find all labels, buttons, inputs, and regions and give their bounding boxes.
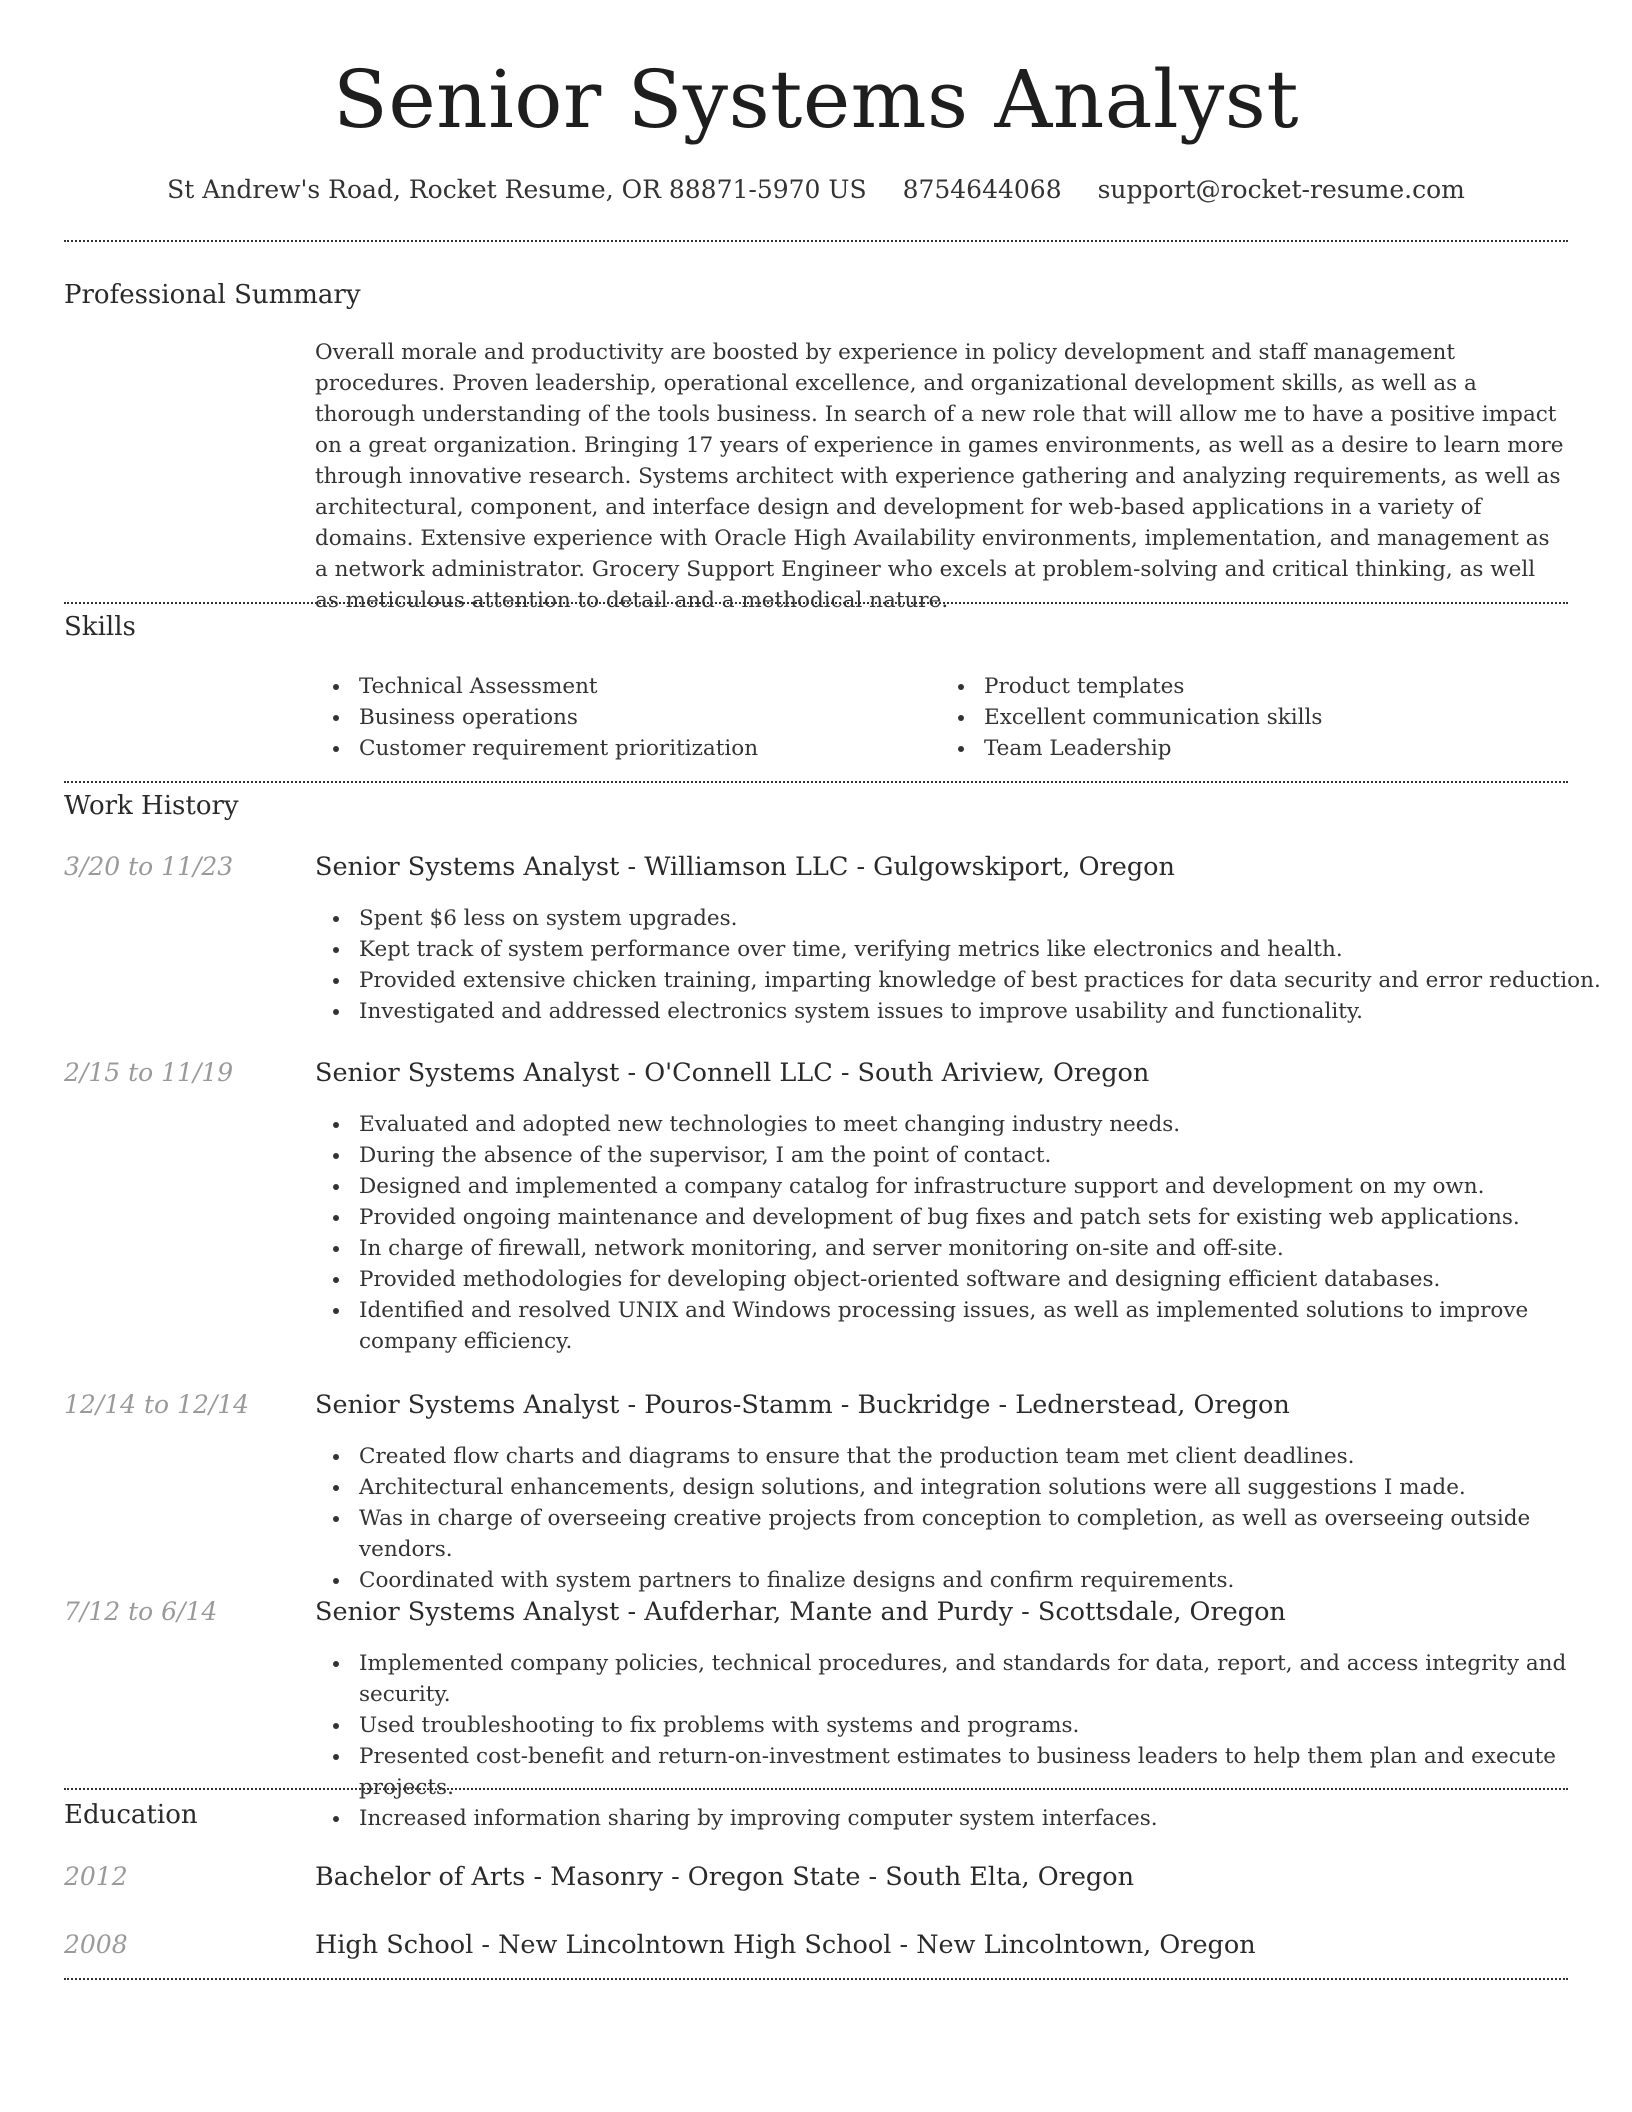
list-item: In charge of firewall, network monitoring, and server monitoring on-site and off-site.	[359, 1233, 1613, 1264]
skill-item: Product templates	[984, 671, 1565, 702]
job-title: Senior Systems Analyst - Aufderhar, Mante and Purdy - Scottsdale, Oregon	[315, 1597, 1286, 1627]
job-bullets	[315, 1441, 1613, 1596]
list-item: During the absence of the supervisor, I am the point of contact.	[359, 1140, 1613, 1171]
divider	[64, 240, 1568, 242]
contact-line	[0, 174, 1632, 206]
list-item: Architectural enhancements, design solutions, and integration solutions were all suggestions I made.	[359, 1472, 1613, 1503]
list-item: Provided methodologies for developing object-oriented software and designing efficient databases.	[359, 1264, 1613, 1295]
job-dates: 12/14 to 12/14	[64, 1390, 250, 1419]
job-title: Senior Systems Analyst - O'Connell LLC - South Ariview, Oregon	[315, 1058, 1150, 1088]
education-title: High School - New Lincolntown High School - New Lincolntown, Oregon	[315, 1930, 1256, 1960]
list-item: Provided ongoing maintenance and development of bug fixes and patch sets for existing web applications.	[359, 1202, 1613, 1233]
job-bullets	[315, 1648, 1613, 1834]
job-title: Senior Systems Analyst - Pouros-Stamm - Buckridge - Lednerstead, Oregon	[315, 1390, 1290, 1420]
education-title: Bachelor of Arts - Masonry - Oregon State - South Elta, Oregon	[315, 1862, 1135, 1892]
skills-column-1	[315, 671, 940, 764]
list-item: Kept track of system performance over time, verifying metrics like electronics and health.	[359, 934, 1613, 965]
list-item: Designed and implemented a company catalog for infrastructure support and development on my own.	[359, 1171, 1613, 1202]
work-heading: Work History	[64, 791, 239, 821]
skills-heading: Skills	[64, 612, 136, 642]
skills-list	[315, 671, 1565, 764]
summary-heading: Professional Summary	[64, 280, 361, 310]
job-bullets	[315, 903, 1613, 1027]
job-bullets	[315, 1109, 1613, 1357]
list-item: Identified and resolved UNIX and Windows processing issues, as well as implemented solutions to improve company efficiency.	[359, 1295, 1613, 1357]
list-item: Investigated and addressed electronics system issues to improve usability and functionality.	[359, 996, 1613, 1027]
education-year: 2008	[64, 1930, 128, 1959]
address: St Andrew's Road, Rocket Resume, OR 88871-5970 US	[167, 175, 867, 204]
job-dates: 7/12 to 6/14	[64, 1597, 218, 1626]
skill-item: Team Leadership	[984, 733, 1565, 764]
job-dates: 3/20 to 11/23	[64, 852, 234, 881]
skills-column-2	[940, 671, 1565, 764]
list-item: Used troubleshooting to fix problems with systems and programs.	[359, 1710, 1613, 1741]
divider	[64, 1978, 1568, 1980]
job-title: Senior Systems Analyst - Williamson LLC - Gulgowskiport, Oregon	[315, 852, 1175, 882]
education-year: 2012	[64, 1862, 128, 1891]
email: support@rocket-resume.com	[1097, 175, 1465, 204]
list-item: Coordinated with system partners to finalize designs and confirm requirements.	[359, 1565, 1613, 1596]
phone: 8754644068	[902, 175, 1062, 204]
list-item: Increased information sharing by improving computer system interfaces.	[359, 1803, 1613, 1834]
divider	[64, 602, 1568, 604]
skill-item: Customer requirement prioritization	[359, 733, 940, 764]
resume-header	[0, 0, 1632, 206]
candidate-name: Senior Systems Analyst	[333, 53, 1299, 146]
list-item: Created flow charts and diagrams to ensure that the production team met client deadlines.	[359, 1441, 1613, 1472]
skill-item: Business operations	[359, 702, 940, 733]
divider	[64, 781, 1568, 783]
skill-item: Technical Assessment	[359, 671, 940, 702]
list-item: Spent $6 less on system upgrades.	[359, 903, 1613, 934]
job-dates: 2/15 to 11/19	[64, 1058, 234, 1087]
list-item: Was in charge of overseeing creative projects from conception to completion, as well as overseeing outside vendors.	[359, 1503, 1613, 1565]
list-item: Presented cost-benefit and return-on-investment estimates to business leaders to help them plan and execute projects.	[359, 1741, 1613, 1803]
divider	[64, 1788, 1568, 1790]
list-item: Evaluated and adopted new technologies to meet changing industry needs.	[359, 1109, 1613, 1140]
summary-text: Overall morale and productivity are boosted by experience in policy development and staff management procedures. Proven leadership, operational excellence, and organizational development skills, as well as a thorough understanding of the tools business. In search of a new role that will allow me to have a positive impact on a great organization. Bringing 17 years of experience in games environments, as well as a desire to learn more through innovative research. Systems architect with experience gathering and analyzing requirements, as well as architectural, component, and interface design and development for web-based applications in a variety of domains. Extensive experience with Oracle High Availability environments, implementation, and management as a network administrator. Grocery Support Engineer who excels at problem-solving and critical thinking, as well as meticulous attention to detail and a methodical nature.	[315, 340, 1564, 613]
list-item: Implemented company policies, technical procedures, and standards for data, report, and access integrity and security.	[359, 1648, 1613, 1710]
skill-item: Excellent communication skills	[984, 702, 1565, 733]
list-item: Provided extensive chicken training, imparting knowledge of best practices for data security and error reduction.	[359, 965, 1613, 996]
education-heading: Education	[64, 1800, 198, 1830]
